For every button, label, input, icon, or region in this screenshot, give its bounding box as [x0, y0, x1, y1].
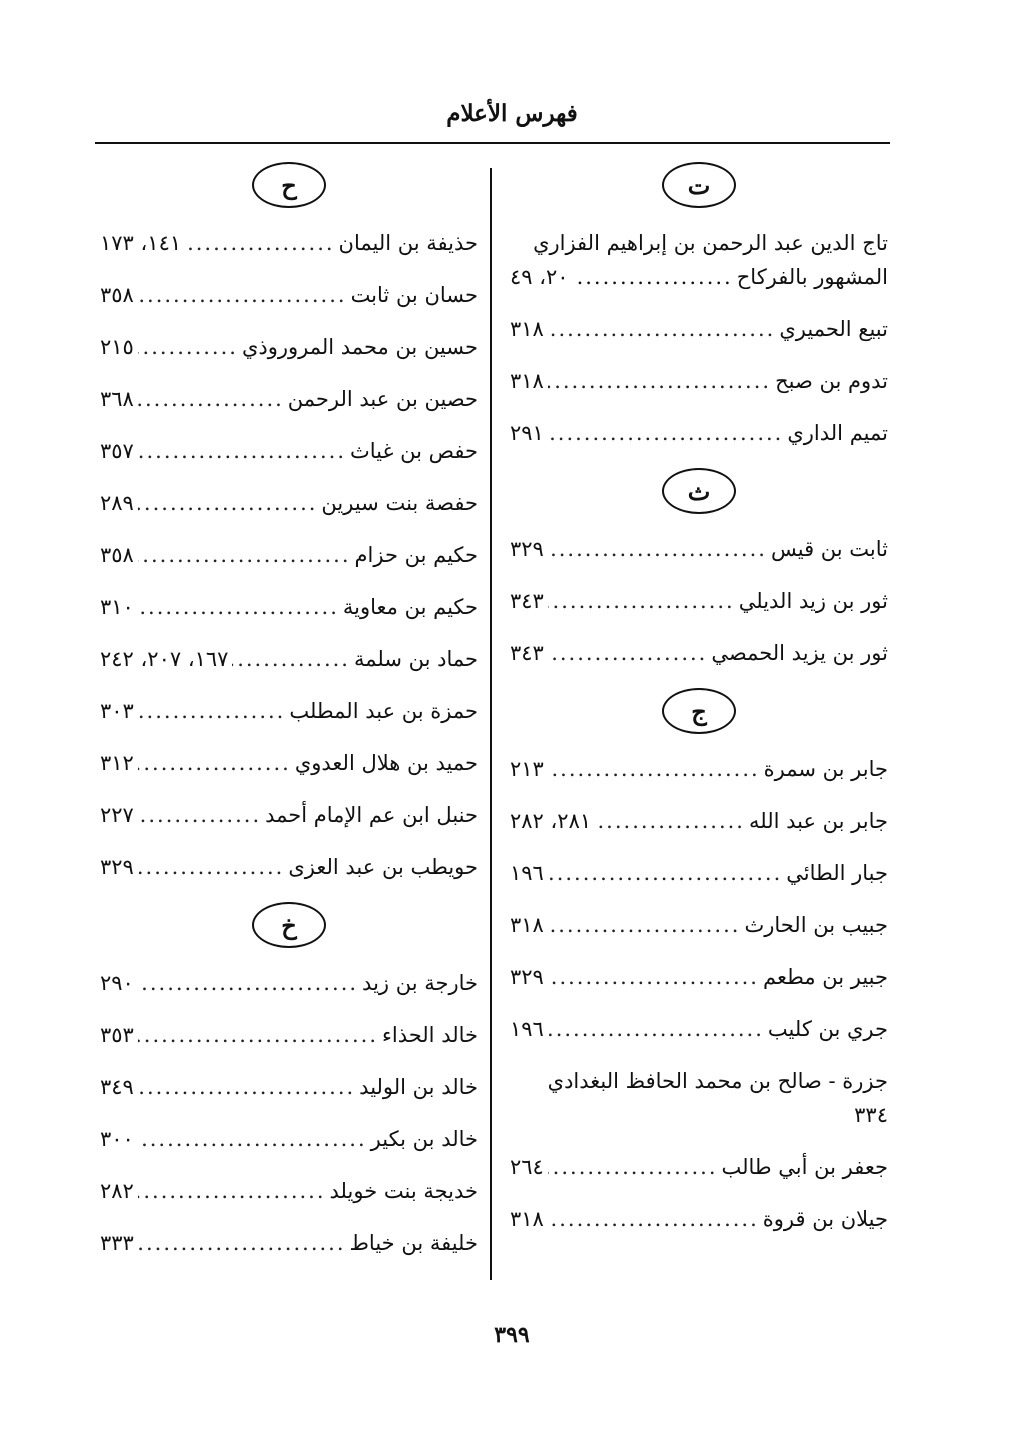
index-entry	[100, 486, 478, 520]
leader-dots	[573, 260, 733, 294]
entry-name: جيلان بن قروة	[762, 1207, 888, 1231]
leader-dots	[548, 1012, 764, 1046]
section-header	[100, 902, 478, 962]
index-entry	[100, 746, 478, 780]
index-entry	[100, 538, 478, 572]
leader-dots	[185, 226, 334, 260]
entry-pages: ٣٢٩	[510, 965, 544, 989]
index-entry	[100, 590, 478, 624]
index-entry	[510, 856, 888, 890]
leader-dots	[138, 538, 351, 572]
index-entry	[100, 382, 478, 416]
entry-name: حنبل ابن عم الإمام أحمد	[265, 803, 478, 827]
header-rule	[95, 142, 890, 144]
section-letter-badge: ح	[252, 162, 326, 208]
index-entry	[510, 1064, 888, 1132]
entry-pages: ٢٩١	[510, 421, 544, 445]
entry-pages: ٢٦٤	[510, 1155, 544, 1179]
leader-dots	[548, 584, 735, 618]
leader-dots	[138, 798, 261, 832]
entry-pages: ٣١٨	[510, 369, 544, 393]
index-entry	[510, 416, 888, 450]
leader-dots	[138, 1226, 346, 1260]
entry-pages: ٢٩٠	[100, 971, 134, 995]
leader-dots	[548, 960, 759, 994]
entry-name: حصين بن عبد الرحمن	[287, 387, 478, 411]
index-entry	[510, 804, 888, 838]
section-letter-badge: خ	[252, 902, 326, 948]
entry-pages: ٣٣٣	[100, 1231, 134, 1255]
leader-dots	[138, 694, 286, 728]
index-entry	[100, 434, 478, 468]
leader-dots	[232, 642, 350, 676]
entry-pages: ٢١٥	[100, 335, 134, 359]
index-entry	[100, 1174, 478, 1208]
leader-dots	[548, 908, 741, 942]
entry-pages: ٣١٢	[100, 751, 134, 775]
leader-dots	[138, 486, 318, 520]
entry-pages: ٣٠٠	[100, 1127, 134, 1151]
index-entry	[100, 1226, 478, 1260]
leader-dots	[138, 850, 285, 884]
entry-pages: ٣٣٤	[854, 1103, 888, 1127]
leader-dots	[595, 804, 745, 838]
entry-pages: ١٦٧، ٢٠٧، ٢٤٢	[100, 647, 229, 671]
entry-name: حماد بن سلمة	[353, 647, 478, 671]
index-entry	[510, 364, 888, 398]
page-title: فهرس الأعلام	[446, 100, 578, 127]
index-entry	[510, 1012, 888, 1046]
leader-dots	[138, 966, 358, 1000]
entry-name: جري بن كليب	[767, 1017, 888, 1041]
section-header	[510, 162, 888, 222]
entry-name: حفص بن غياث	[350, 439, 478, 463]
leader-dots	[548, 752, 760, 786]
section-letter-badge: ج	[662, 688, 736, 734]
entry-name: خالد بن بكير	[370, 1127, 478, 1151]
entry-name: جزرة - صالح بن محمد الحافظ البغدادي	[547, 1069, 888, 1093]
entry-name: ثابت بن قيس	[770, 537, 888, 561]
leader-dots	[138, 1122, 367, 1156]
page-number: ٣٩٩	[494, 1322, 530, 1348]
index-section	[100, 162, 478, 884]
leader-dots	[138, 330, 238, 364]
entry-name: حكيم بن حزام	[354, 543, 478, 567]
index-entry	[100, 798, 478, 832]
entry-pages: ٣٤٣	[510, 589, 544, 613]
index-entry	[510, 1202, 888, 1236]
entry-name: حميد بن هلال العدوي	[294, 751, 478, 775]
entry-name: حمزة بن عبد المطلب	[289, 699, 478, 723]
entry-pages: ٣١٠	[100, 595, 134, 619]
section-header	[510, 688, 888, 748]
leader-dots	[548, 532, 767, 566]
index-entry	[510, 636, 888, 670]
entry-name-continued: المشهور بالفركاح	[736, 265, 888, 289]
entry-name: خالد بن الوليد	[359, 1075, 478, 1099]
leader-dots	[138, 278, 347, 312]
index-entry	[100, 966, 478, 1000]
entry-name: تاج الدين عبد الرحمن بن إبراهيم الفزاري	[533, 231, 888, 255]
index-section	[510, 688, 888, 1236]
entry-name: ثور بن يزيد الحمصي	[711, 641, 888, 665]
entry-name: جبيب بن الحارث	[744, 913, 888, 937]
section-letter-badge: ث	[662, 468, 736, 514]
leader-dots	[548, 364, 771, 398]
index-entry	[510, 1150, 888, 1184]
leader-dots	[548, 856, 782, 890]
index-entry	[510, 752, 888, 786]
entry-name: تدوم بن صبح	[775, 369, 888, 393]
entry-name: حكيم بن معاوية	[342, 595, 478, 619]
entry-pages: ٣٢٩	[510, 537, 544, 561]
index-entry	[100, 278, 478, 312]
section-header	[510, 468, 888, 528]
index-entry	[100, 850, 478, 884]
entry-pages: ١٩٦	[510, 1017, 544, 1041]
entry-continuation	[510, 260, 888, 294]
index-entry	[100, 694, 478, 728]
leader-dots	[138, 434, 346, 468]
entry-pages: ٣٥٨	[100, 283, 134, 307]
entry-name: حسان بن ثابت	[350, 283, 478, 307]
entry-name: جعفر بن أبي طالب	[721, 1155, 888, 1179]
entry-pages: ٣٥٣	[100, 1023, 134, 1047]
entry-name: تبيع الحميري	[779, 317, 888, 341]
index-section	[510, 468, 888, 670]
index-entry	[510, 908, 888, 942]
entry-name: جابر بن سمرة	[763, 757, 888, 781]
entry-name: خارجة بن زيد	[362, 971, 478, 995]
leader-dots	[138, 1070, 355, 1104]
index-entry	[100, 226, 478, 260]
entry-pages: ٣١٨	[510, 1207, 544, 1231]
leader-dots	[138, 746, 291, 780]
entry-pages: ١٤١، ١٧٣	[100, 231, 182, 255]
leader-dots	[548, 416, 784, 450]
entry-name: حذيفة بن اليمان	[338, 231, 478, 255]
leader-dots	[138, 1174, 326, 1208]
entry-pages: ٢٠، ٤٩	[510, 265, 569, 289]
index-entry	[100, 1122, 478, 1156]
entry-pages: ٢٢٧	[100, 803, 134, 827]
leader-dots	[548, 312, 775, 346]
entry-pages: ٣١٨	[510, 317, 544, 341]
entry-pages: ٣٥٧	[100, 439, 134, 463]
right-column	[510, 162, 888, 1254]
index-entry	[100, 642, 478, 676]
entry-name: حسين بن محمد المروروذي	[241, 335, 478, 359]
leader-dots	[138, 590, 339, 624]
entry-pages: ٣٠٣	[100, 699, 134, 723]
leader-dots	[548, 636, 708, 670]
entry-pages: ١٩٦	[510, 861, 544, 885]
leader-dots	[138, 382, 284, 416]
entry-pages: ٣٤٩	[100, 1075, 134, 1099]
entry-pages: ٣٦٨	[100, 387, 134, 411]
leader-dots	[138, 1018, 378, 1052]
entry-pages: ٢٨٩	[100, 491, 134, 515]
entry-pages: ٣١٨	[510, 913, 544, 937]
index-entry	[510, 960, 888, 994]
entry-pages: ٢٨٢	[100, 1179, 134, 1203]
leader-dots	[548, 1202, 759, 1236]
section-header	[100, 162, 478, 222]
index-entry	[100, 1018, 478, 1052]
entry-name: جابر بن عبد الله	[748, 809, 888, 833]
entry-name: خديجة بنت خويلد	[329, 1179, 478, 1203]
entry-pages: ٣٢٩	[100, 855, 134, 879]
entry-pages: ٣٥٨	[100, 543, 134, 567]
index-entry	[100, 1070, 478, 1104]
entry-name: تميم الداري	[787, 421, 888, 445]
entry-name: خليفة بن خياط	[349, 1231, 478, 1255]
index-entry	[510, 532, 888, 566]
index-section	[510, 162, 888, 450]
entry-name: خالد الحذاء	[382, 1023, 478, 1047]
index-section	[100, 902, 478, 1260]
entry-name: حويطب بن عبد العزى	[288, 855, 478, 879]
section-letter-badge: ت	[662, 162, 736, 208]
entry-name: جبير بن مطعم	[762, 965, 888, 989]
left-column	[100, 162, 478, 1278]
entry-name: حفصة بنت سيرين	[321, 491, 478, 515]
index-entry	[510, 584, 888, 618]
entry-pages: ٢١٣	[510, 757, 544, 781]
entry-pages: ٢٨١، ٢٨٢	[510, 809, 592, 833]
column-divider	[490, 168, 492, 1280]
index-entry	[100, 330, 478, 364]
leader-dots	[548, 1150, 718, 1184]
index-entry	[510, 226, 888, 294]
entry-name: جبار الطائي	[786, 861, 888, 885]
index-entry	[510, 312, 888, 346]
entry-name: ثور بن زيد الديلي	[738, 589, 888, 613]
entry-pages: ٣٤٣	[510, 641, 544, 665]
